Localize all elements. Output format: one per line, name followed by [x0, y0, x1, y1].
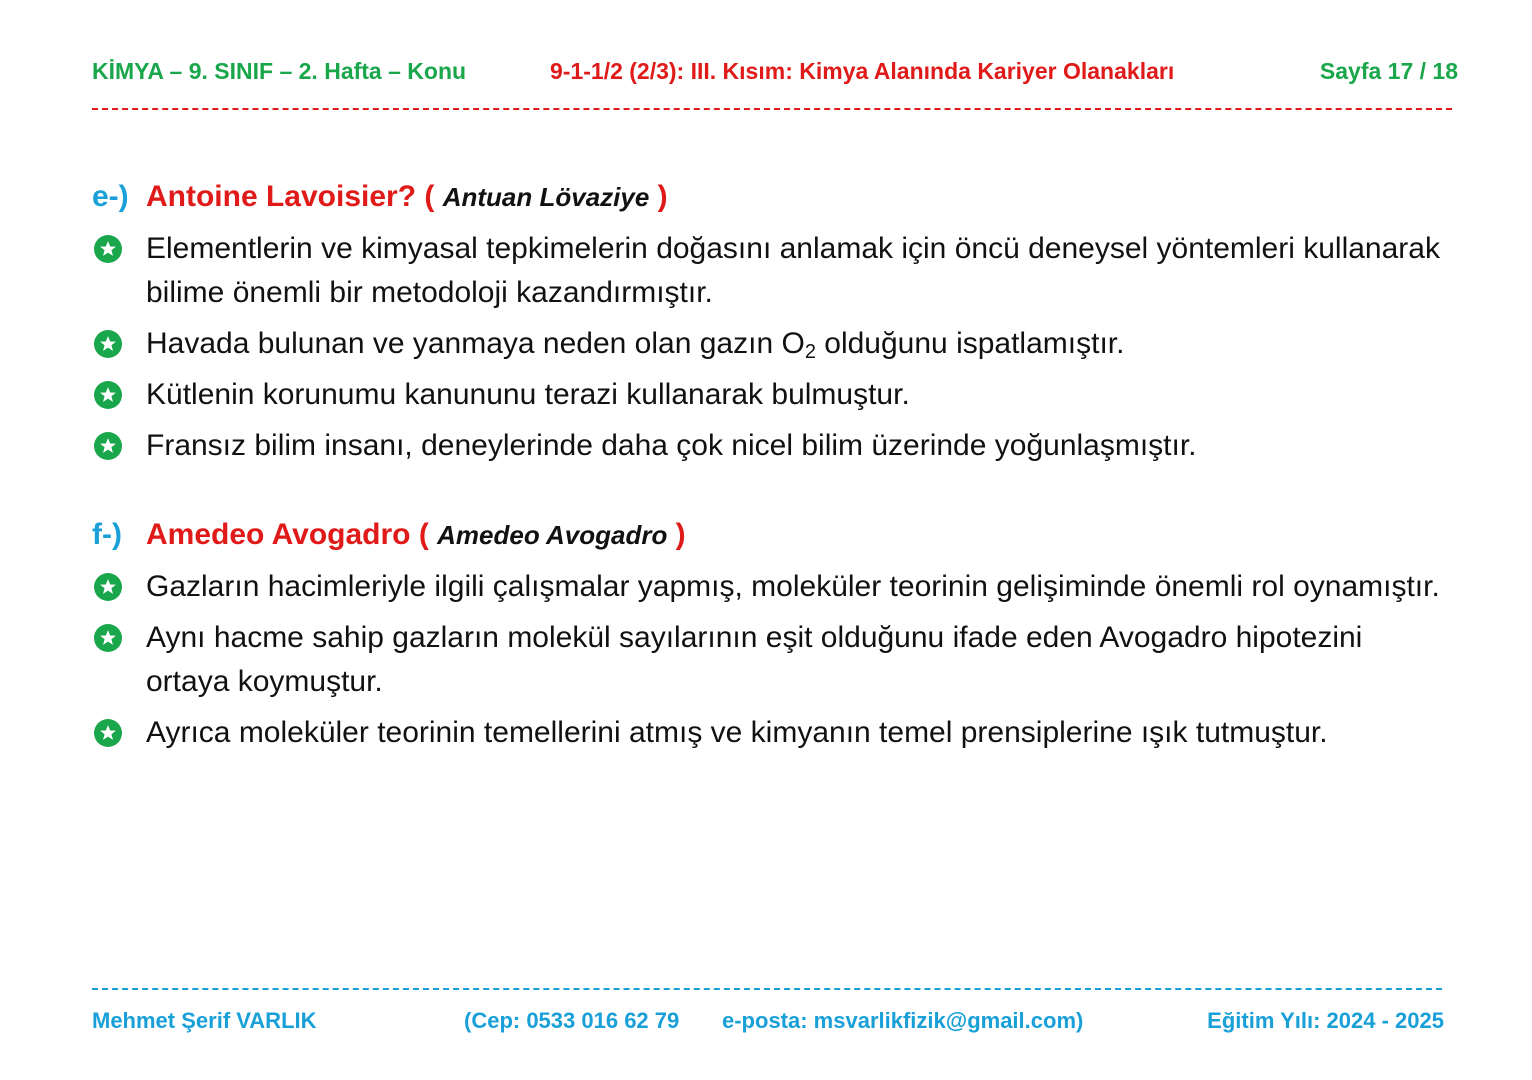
pronunciation: Amedeo Avogadro: [437, 520, 668, 550]
bullet-text-part: olduğunu ispatlamıştır.: [815, 327, 1125, 360]
bullet-text: Aynı hacme sahip gazların molekül sayılarının eşit olduğunu ifade eden Avogadro hipotezini ortaya koymuştur.: [146, 621, 1363, 698]
paren-open: (: [418, 518, 438, 551]
star-bullet-icon: [94, 624, 122, 652]
section-heading: [92, 180, 1452, 220]
bullet-text-part: Havada bulunan ve yanmaya neden olan gazın O: [146, 327, 805, 360]
list-item: [92, 373, 1452, 417]
section-lavoisier: [92, 180, 1452, 468]
list-item: [92, 424, 1452, 468]
list-item: [92, 322, 1452, 366]
scientist-name-line: [146, 518, 686, 552]
footer-divider: [92, 988, 1442, 990]
list-item: [92, 227, 1452, 315]
section-letter: e-): [92, 180, 129, 213]
list-item: [92, 616, 1452, 704]
pronunciation: Antuan Lövaziye: [442, 182, 650, 212]
section-letter: f-): [92, 518, 122, 551]
header-divider: [92, 108, 1452, 110]
scientist-name: Antoine Lavoisier?: [146, 180, 417, 213]
paren-close: ): [649, 180, 668, 213]
footer-author: Mehmet Şerif VARLIK: [92, 1008, 317, 1033]
star-bullet-icon: [94, 719, 122, 747]
section-heading: [92, 518, 1452, 558]
star-bullet-icon: [94, 381, 122, 409]
star-bullet-icon: [94, 432, 122, 460]
footer-email: e-posta: msvarlikfizik@gmail.com): [722, 1008, 1084, 1033]
bullet-text: Kütlenin korunumu kanununu terazi kullanarak bulmuştur.: [146, 378, 910, 411]
bullet-text: [146, 327, 1125, 363]
bullet-text: Elementlerin ve kimyasal tepkimelerin doğasını anlamak için öncü deneysel yöntemleri kullanarak bilime önemli bir metodoloji kazandırmıştır.: [146, 232, 1440, 309]
star-bullet-icon: [94, 573, 122, 601]
bullet-text: Gazların hacimleriyle ilgili çalışmalar yapmış, moleküler teorinin gelişiminde önemli rol oynamıştır.: [146, 570, 1440, 603]
star-bullet-icon: [94, 235, 122, 263]
bullet-list: [92, 565, 1452, 755]
scientist-name-line: [146, 180, 668, 214]
bullet-text: Fransız bilim insanı, deneylerinde daha çok nicel bilim üzerinde yoğunlaşmıştır.: [146, 429, 1197, 462]
list-item: [92, 565, 1452, 609]
paren-close: ): [667, 518, 686, 551]
header-topic: 9-1-1/2 (2/3): III. Kısım: Kimya Alanında Kariyer Olanakları: [550, 58, 1175, 84]
header-subject: KİMYA – 9. SINIF – 2. Hafta – Konu: [92, 58, 467, 84]
paren-open: (: [424, 180, 443, 213]
bullet-text: Ayrıca moleküler teorinin temellerini atmış ve kimyanın temel prensiplerine ışık tutmuştur.: [146, 716, 1328, 749]
footer-year: Eğitim Yılı: 2024 - 2025: [1207, 1008, 1444, 1033]
section-avogadro: [92, 518, 1452, 755]
page-number: Sayfa 17 / 18: [1319, 58, 1458, 84]
star-bullet-icon: [94, 330, 122, 358]
scientist-name: Amedeo Avogadro: [146, 518, 411, 551]
list-item: [92, 711, 1452, 755]
subscript: 2: [804, 341, 816, 363]
bullet-list: [92, 227, 1452, 468]
footer-phone: (Cep: 0533 016 62 79: [464, 1008, 680, 1033]
